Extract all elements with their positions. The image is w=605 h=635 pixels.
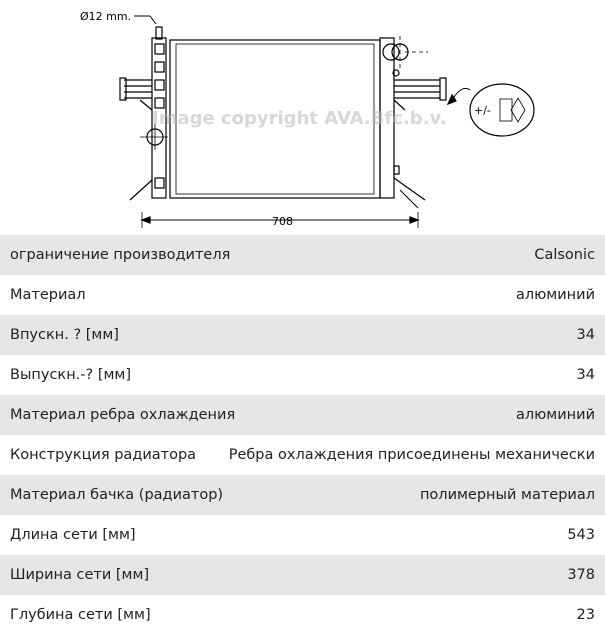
spec-row [0,355,605,395]
spec-value: Calsonic [534,247,595,263]
spec-label: Выпускн.-? [мм] [10,367,132,383]
spec-row [0,555,605,595]
spec-row [0,595,605,635]
spec-value: 34 [576,367,595,383]
spec-label: Глубина сети [мм] [10,607,151,623]
spec-row [0,395,605,435]
spec-value: алюминий [515,287,595,303]
spec-label: ограничение производителя [10,247,231,263]
spec-value: полимерный материал [419,487,595,503]
spec-label: Материал [10,287,86,303]
watermark: Image copyright AVA.Bfc.b.v. [152,108,447,129]
spec-label: Ширина сети [мм] [10,567,150,583]
spec-table [0,235,605,635]
spec-value: 34 [576,327,595,343]
spec-row [0,475,605,515]
spec-value: 23 [576,607,595,623]
spec-value: 543 [567,527,595,543]
spec-value: 378 [567,567,595,583]
spec-label: Материал ребра охлаждения [10,407,236,423]
spec-row [0,435,605,475]
spec-row [0,315,605,355]
radiator-drawing [0,0,605,235]
spec-row [0,275,605,315]
spec-value: алюминий [515,407,595,423]
plusminus-label: +/- [474,104,491,117]
spec-label: Впускн. ? [мм] [10,327,119,343]
width-dimension-label: 708 [272,215,293,228]
spec-label: Длина сети [мм] [10,527,136,543]
diameter-label: Ø12 mm. [80,10,132,23]
radiator-diagram [0,0,605,235]
spec-row [0,515,605,555]
spec-value: Ребра охлаждения присоединены механически [228,447,595,463]
spec-label: Материал бачка (радиатор) [10,487,224,503]
spec-label: Конструкция радиатора [10,447,197,463]
spec-row [0,235,605,275]
